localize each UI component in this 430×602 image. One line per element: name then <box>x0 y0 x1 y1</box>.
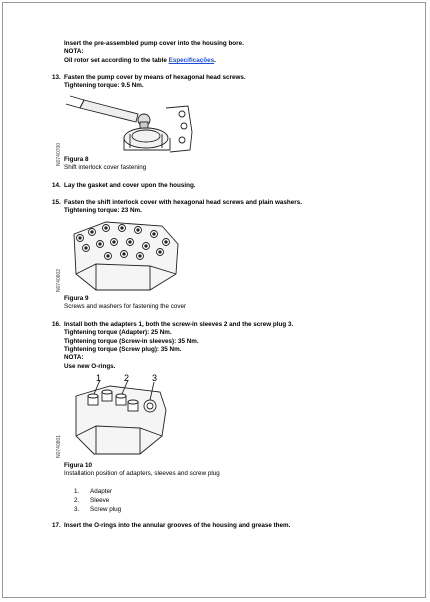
figure-8-caption: Shift interlock cover fastening <box>64 164 147 171</box>
step-16-number: 16. <box>52 321 61 328</box>
step-17-number: 17. <box>52 522 61 529</box>
step-13-number: 13. <box>52 74 61 81</box>
step-14-text: Lay the gasket and cover upon the housing. <box>64 182 196 189</box>
step-16-torque-plug: Tightening torque (Screw plug): 35 Nm. <box>64 346 182 353</box>
figure-8-label: Figura 8 <box>64 156 89 163</box>
intro-line: Insert the pre-assembled pump cover into the housing bore. <box>64 40 244 47</box>
figure-9-label: Figura 9 <box>64 295 89 302</box>
step-17-text: Insert the O-rings into the annular grooves of the housing and grease them. <box>64 522 291 529</box>
figure-8-image <box>66 92 196 154</box>
note-label: NOTA: <box>64 48 84 55</box>
step-15-number: 15. <box>52 199 61 206</box>
figure-10-label: Figura 10 <box>64 462 92 469</box>
step-14-number: 14. <box>52 182 61 189</box>
note-suffix: . <box>214 57 216 64</box>
step-15-text: Fasten the shift interlock cover with hexagonal head screws and plain washers. <box>64 199 302 206</box>
step-16-torque-adapter: Tightening torque (Adapter): 25 Nm. <box>64 329 172 336</box>
specifications-link[interactable]: Especificações <box>168 57 215 64</box>
step-13-text: Fasten the pump cover by means of hexagonal head screws. <box>64 74 246 81</box>
figure-9-id: N0740802 <box>56 268 62 292</box>
legend-1-number: 1. <box>74 488 80 495</box>
note-prefix: Oil rotor set according to the table <box>64 57 169 64</box>
callout-3: 3 <box>152 373 158 383</box>
legend-2-text: Sleeve <box>90 497 110 504</box>
legend-3-text: Screw plug <box>90 506 122 513</box>
figure-8-id: N0740700 <box>56 142 62 166</box>
figure-10-id: N0740801 <box>56 434 62 458</box>
step-15-torque: Tightening torque: 23 Nm. <box>64 207 142 214</box>
step-13-torque: Tightening torque: 9.5 Nm. <box>64 82 144 89</box>
figure-10-caption: Installation position of adapters, sleeves and screw plug <box>64 470 220 477</box>
legend-3-number: 3. <box>74 506 80 513</box>
legend-1-text: Adapter <box>90 488 113 495</box>
legend-2-number: 2. <box>74 497 80 504</box>
step-16-note-text: Use new O-rings. <box>64 363 116 370</box>
figure-9-caption: Screws and washers for fastening the cover <box>64 303 187 310</box>
callout-1: 1 <box>96 373 102 383</box>
callout-2: 2 <box>124 373 130 383</box>
step-16-text: Install both the adapters 1, both the screw-in sleeves 2 and the screw plug 3. <box>64 321 294 328</box>
note-text <box>64 57 216 66</box>
figure-9-image <box>66 216 186 294</box>
step-16-torque-sleeves: Tightening torque (Screw-in sleeves): 35 Nm. <box>64 338 199 345</box>
figure-10-image <box>70 370 170 460</box>
step-16-note-label: NOTA: <box>64 354 84 361</box>
